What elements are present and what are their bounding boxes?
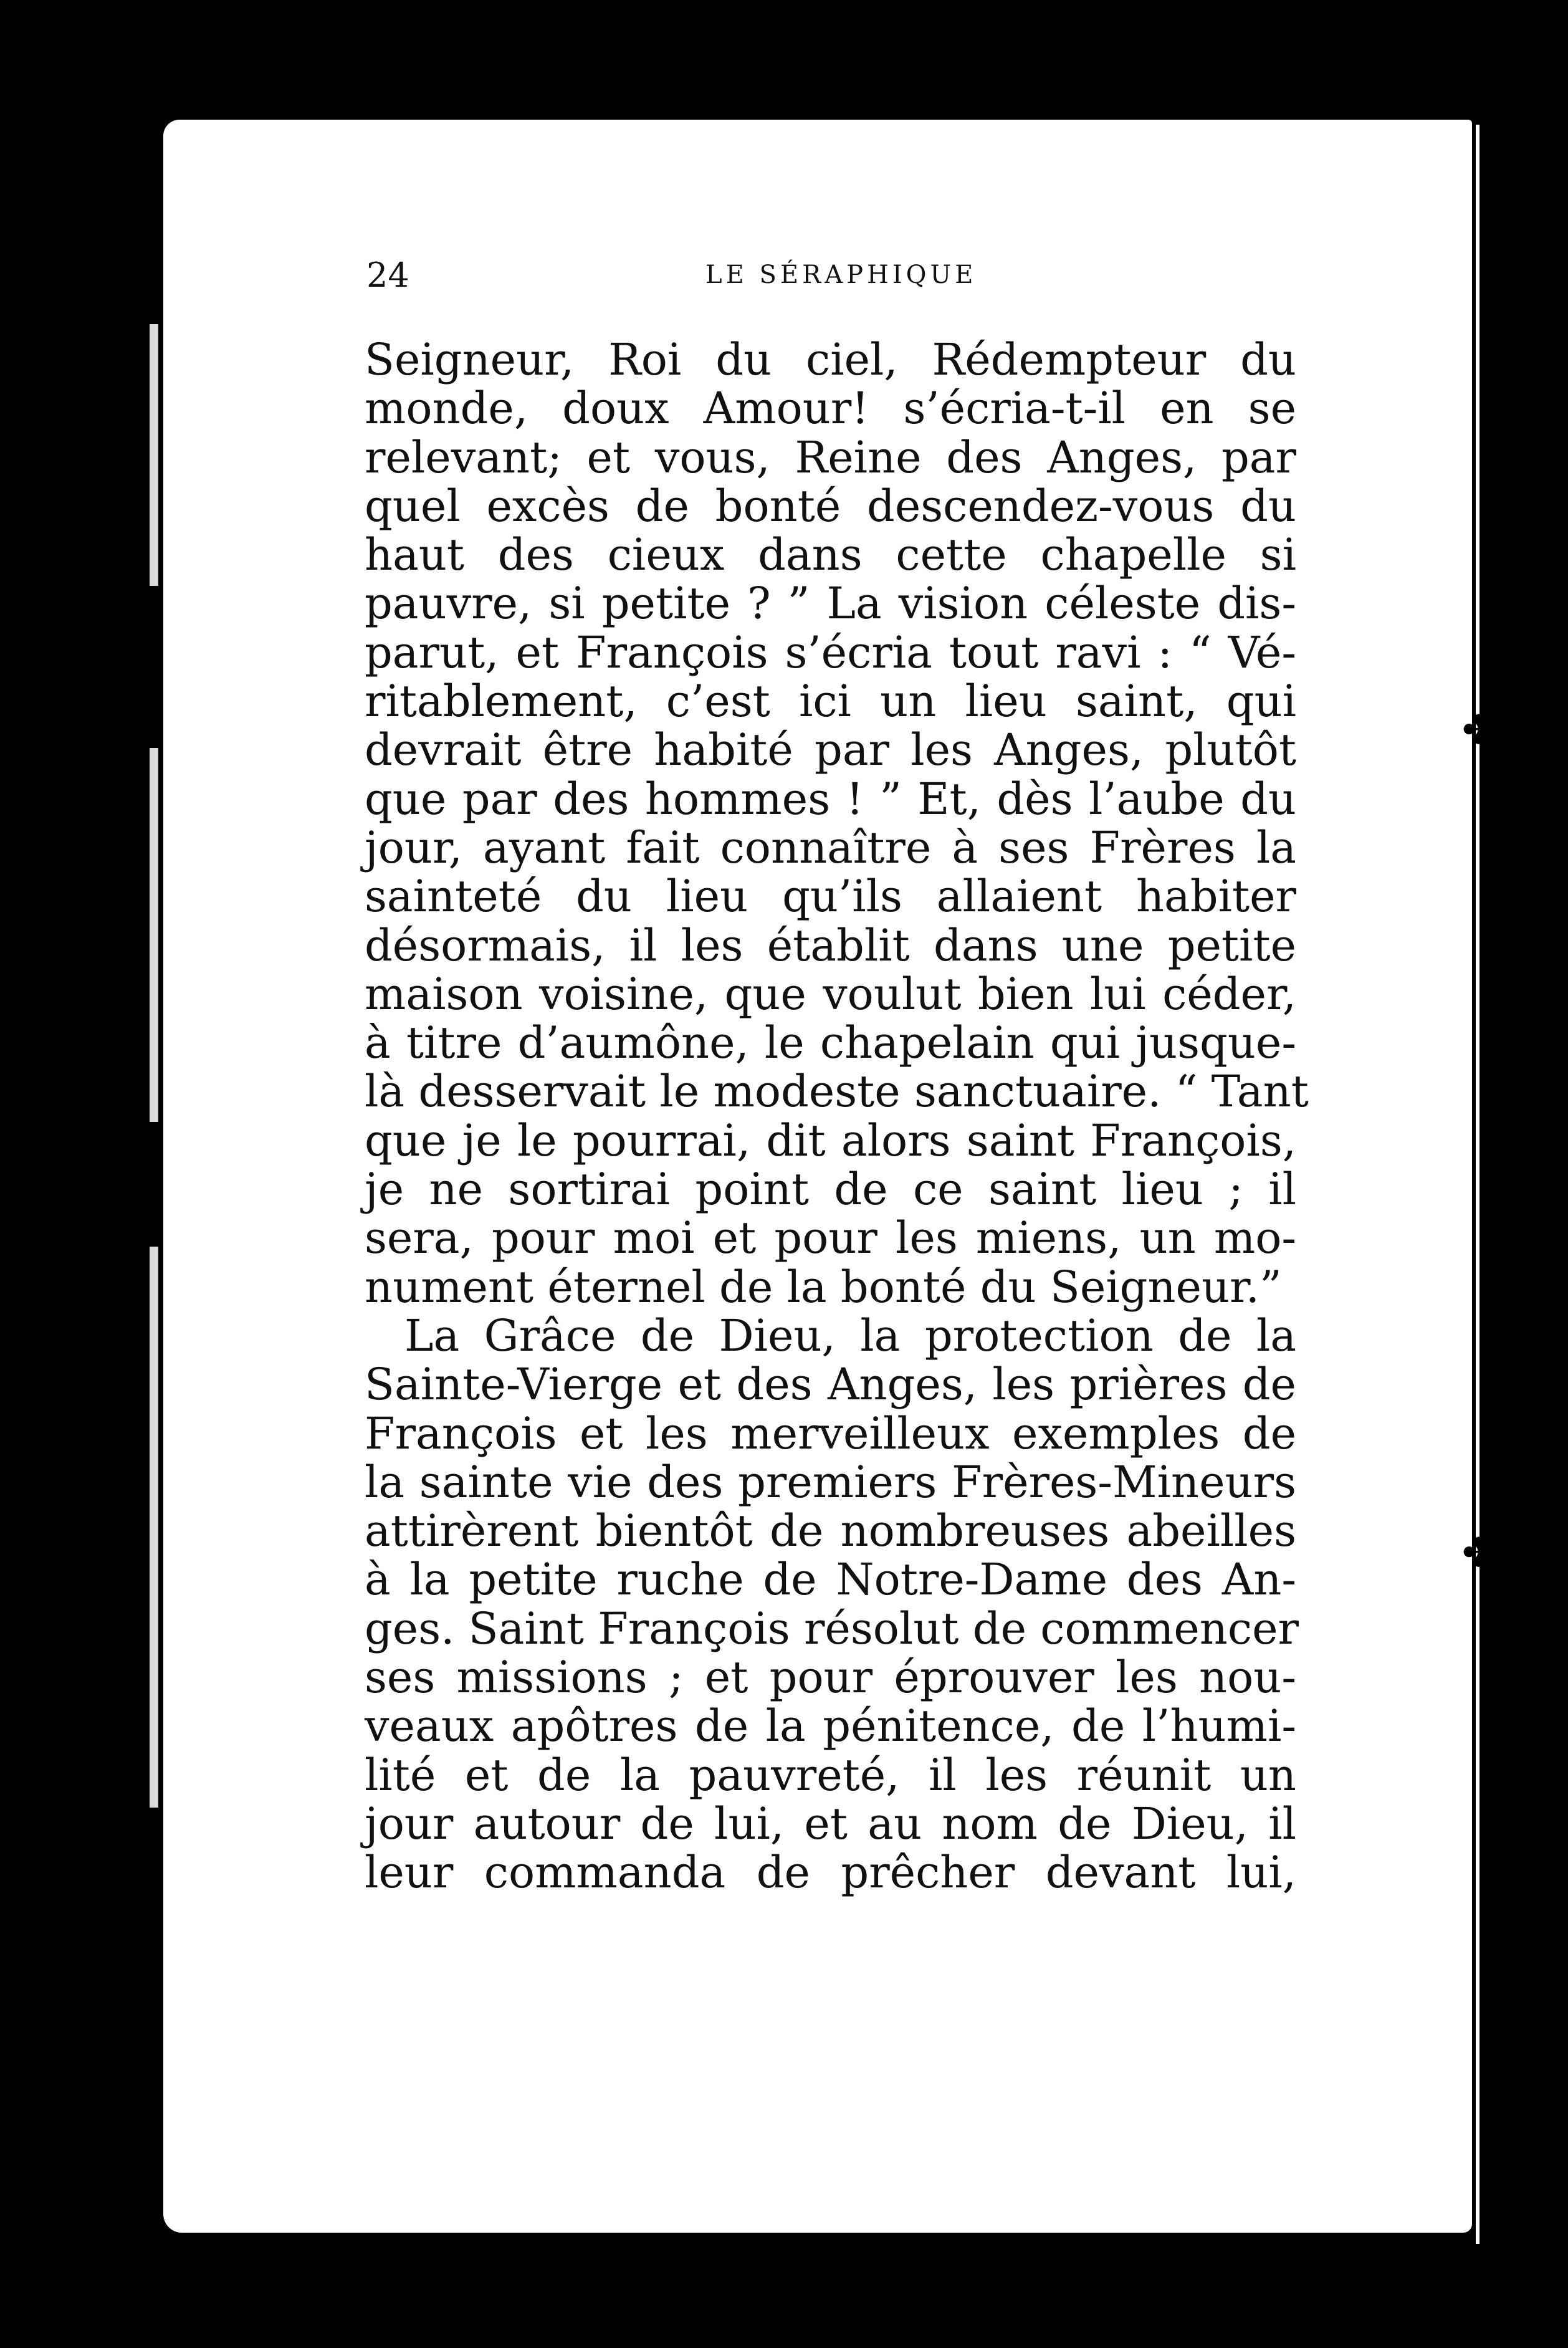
text-line: haut des cieux dans cette chapelle si bbox=[365, 529, 1296, 581]
text-line: lité et de la pauvreté, il les réunit un bbox=[365, 1749, 1296, 1801]
text-line: La Grâce de Dieu, la protection de la bbox=[404, 1310, 1296, 1361]
text-line: sainteté du lieu qu’ils allaient habiter bbox=[365, 871, 1296, 922]
fleuron-ornament-icon: ✤ bbox=[1462, 1530, 1496, 1576]
text-line: ritablement, c’est ici un lieu saint, qui bbox=[365, 676, 1296, 727]
page-number: 24 bbox=[366, 256, 409, 295]
text-line: devrait être habité par les Anges, plutôt bbox=[365, 724, 1296, 776]
running-head bbox=[366, 256, 1301, 305]
text-line: monde, doux Amour! s’écria-t-il en se bbox=[365, 383, 1296, 434]
text-line: François et les merveilleux exemples de bbox=[365, 1407, 1296, 1459]
text-line: jour, ayant fait connaître à ses Frères la bbox=[365, 822, 1296, 873]
text-line: là desservait le modeste sanctuaire. “ Tant bbox=[365, 1066, 1309, 1118]
text-line: attirèrent bientôt de nombreuses abeilles bbox=[365, 1505, 1296, 1557]
running-title: LE SÉRAPHIQUE bbox=[705, 261, 977, 289]
fleuron-ornament-icon: ✤ bbox=[1462, 707, 1496, 754]
text-line: ses missions ; et pour éprouver les nou- bbox=[365, 1652, 1296, 1703]
page-edge-rule bbox=[1476, 125, 1480, 2244]
body-text bbox=[365, 334, 1309, 1899]
text-line: ges. Saint François résolut de commencer bbox=[365, 1603, 1299, 1654]
text-line: relevant; et vous, Reine des Anges, par bbox=[365, 431, 1296, 483]
scan-edge-speckle bbox=[150, 1247, 158, 1808]
text-line: je ne sortirai point de ce saint lieu ; il bbox=[365, 1164, 1296, 1215]
text-line: pauvre, si petite ? ” La vision céleste dis- bbox=[365, 578, 1296, 630]
text-line: Sainte-Vierge et des Anges, les prières de bbox=[365, 1359, 1296, 1411]
text-line: quel excès de bonté descendez-vous du bbox=[365, 480, 1296, 532]
text-line: à la petite ruche de Notre-Dame des An- bbox=[365, 1554, 1296, 1606]
text-line: leur commanda de prêcher devant lui, bbox=[365, 1847, 1296, 1899]
text-line: que je le pourrai, dit alors saint François, bbox=[365, 1114, 1296, 1166]
text-line: jour autour de lui, et au nom de Dieu, il bbox=[365, 1798, 1296, 1849]
text-line: maison voisine, que voulut bien lui céder, bbox=[365, 968, 1296, 1020]
text-line: veaux apôtres de la pénitence, de l’humi- bbox=[365, 1700, 1296, 1752]
scan-edge-speckle bbox=[150, 324, 158, 586]
text-line: la sainte vie des premiers Frères-Mineurs bbox=[365, 1456, 1296, 1508]
text-line: Seigneur, Roi du ciel, Rédempteur du bbox=[365, 334, 1296, 385]
text-line: désormais, il les établit dans une petite bbox=[365, 919, 1296, 971]
text-line: parut, et François s’écria tout ravi : “ Vé- bbox=[365, 626, 1296, 678]
text-line: à titre d’aumône, le chapelain qui jusque- bbox=[365, 1017, 1296, 1069]
text-line: nument éternel de la bonté du Seigneur.” bbox=[365, 1261, 1282, 1313]
text-line: sera, pour moi et pour les miens, un mo- bbox=[365, 1212, 1296, 1264]
scan-edge-speckle bbox=[150, 748, 158, 1122]
text-line: que par des hommes ! ” Et, dès l’aube du bbox=[365, 773, 1296, 825]
